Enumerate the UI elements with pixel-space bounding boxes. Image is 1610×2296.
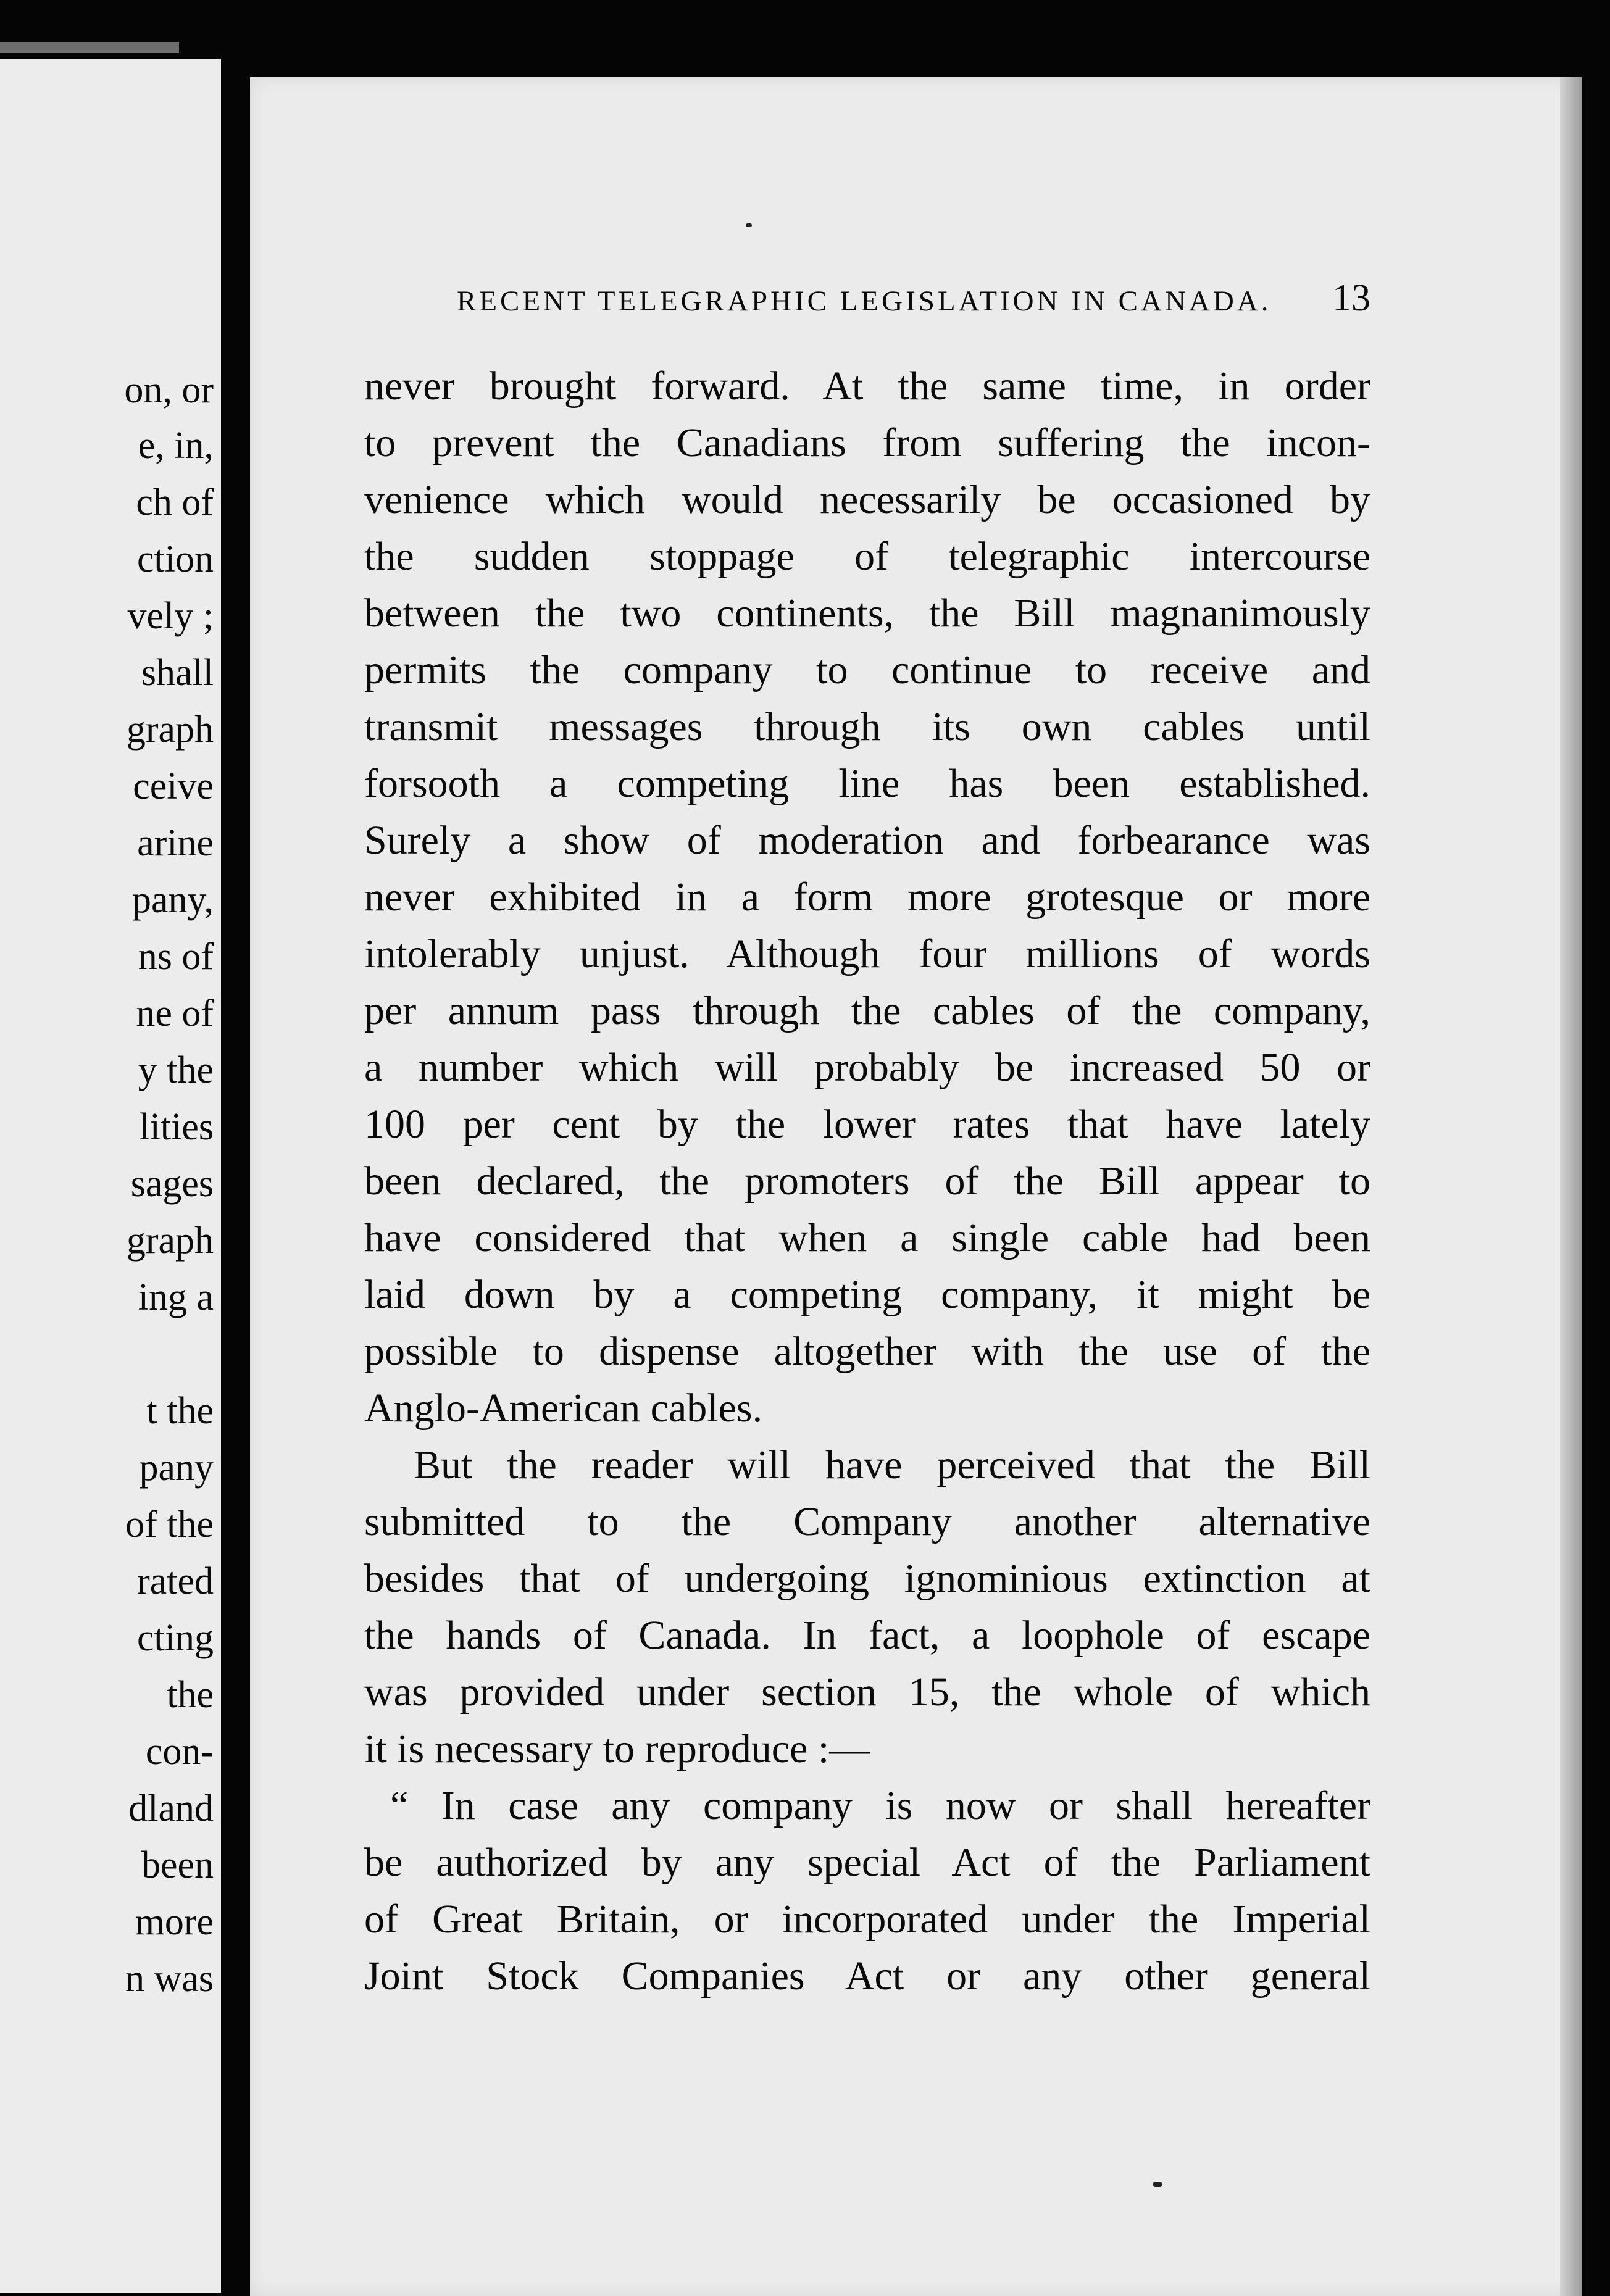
left-fragment-line: ction (137, 538, 214, 580)
left-fragment-line: ceive (133, 765, 214, 807)
left-fragment-line: cting (137, 1617, 214, 1659)
left-fragment-line: pany, (132, 879, 214, 921)
text-line: never brought forward. At the same time, in order (364, 364, 1370, 409)
text-line: venience which would necessarily be occasioned by (364, 477, 1370, 522)
left-fragment-line: shall (141, 652, 214, 694)
ink-speck (1153, 2182, 1162, 2187)
text-line: of Great Britain, or incorporated under the Imperial (364, 1897, 1370, 1942)
page-edge-shadow (1560, 77, 1582, 2296)
text-line: was provided under section 15, the whole of which (364, 1670, 1370, 1715)
text-line: transmit messages through its own cables until (364, 704, 1370, 749)
body-text (364, 358, 1370, 2005)
text-line: have considered that when a single cable had been (364, 1215, 1370, 1260)
text-line: submitted to the Company another alternative (364, 1499, 1370, 1544)
text-line: possible to dispense altogether with the use of the (364, 1329, 1370, 1374)
text-line: laid down by a competing company, it might be (364, 1272, 1370, 1317)
text-line: 100 per cent by the lower rates that have lately (364, 1102, 1370, 1147)
text-line: never exhibited in a form more grotesque or more (364, 875, 1370, 920)
left-fragment-line: ch of (136, 481, 214, 523)
running-head (457, 277, 1370, 320)
text-line: permits the company to continue to receive and (364, 647, 1370, 693)
text-line: Joint Stock Companies Act or any other general (364, 1953, 1370, 1999)
left-fragment-line: lities (139, 1106, 214, 1148)
ink-speck (746, 223, 752, 227)
text-line: per annum pass through the cables of the company, (364, 988, 1370, 1033)
left-fragment-line: the (167, 1674, 214, 1716)
left-fragment-line: vely ; (127, 595, 214, 637)
left-fragment-line: rated (137, 1560, 214, 1602)
running-head-title: RECENT TELEGRAPHIC LEGISLATION IN CANADA. (457, 285, 1272, 317)
text-line: Anglo-American cables. (364, 1386, 763, 1431)
text-line: forsooth a competing line has been established. (364, 761, 1370, 806)
left-fragment-line: dland (128, 1787, 214, 1829)
left-fragment-line: ne of (136, 992, 214, 1034)
text-line: the hands of Canada. In fact, a loophole of escape (364, 1613, 1370, 1658)
left-fragment-line: pany (139, 1447, 214, 1489)
left-fragment-line: on, or (124, 369, 214, 411)
page-number: 13 (1332, 277, 1370, 319)
text-line: besides that of undergoing ignominious extinction at (364, 1556, 1370, 1601)
left-fragment-line: been (141, 1844, 214, 1886)
text-line: “ In case any company is now or shall hereafter (390, 1783, 1370, 1828)
text-line: Surely a show of moderation and forbearance was (364, 818, 1370, 863)
text-line: between the two continents, the Bill magnanimously (364, 591, 1370, 636)
left-fragment-line: con- (145, 1731, 214, 1773)
text-line: a number which will probably be increased 50 or (364, 1045, 1370, 1090)
facing-page-fragment (0, 59, 221, 2293)
text-line: been declared, the promoters of the Bill appear to (364, 1158, 1370, 1204)
text-line: intolerably unjust. Although four millions of words (364, 931, 1370, 976)
left-fragment-line: graph (126, 709, 214, 751)
left-fragment-line: more (135, 1901, 214, 1943)
text-line: be authorized by any special Act of the Parliament (364, 1840, 1370, 1885)
left-fragment-line: e, in, (138, 425, 214, 467)
left-fragment-line: sages (130, 1163, 214, 1205)
text-line: But the reader will have perceived that the Bill (414, 1442, 1370, 1487)
book-edge (0, 42, 179, 53)
left-fragment-line: n was (125, 1958, 214, 2000)
left-fragment-line: ing a (138, 1276, 214, 1318)
text-line: the sudden stoppage of telegraphic intercourse (364, 534, 1370, 579)
text-line: to prevent the Canadians from suffering the incon- (364, 420, 1370, 465)
left-fragment-line: graph (126, 1220, 214, 1262)
left-fragment-line: of the (125, 1504, 214, 1545)
left-fragment-line: ns of (138, 936, 214, 978)
left-fragment-line: y the (138, 1049, 214, 1091)
text-line: it is necessary to reproduce :— (364, 1726, 870, 1771)
left-fragment-line: arine (137, 822, 214, 864)
left-fragment-line: t the (146, 1390, 214, 1432)
